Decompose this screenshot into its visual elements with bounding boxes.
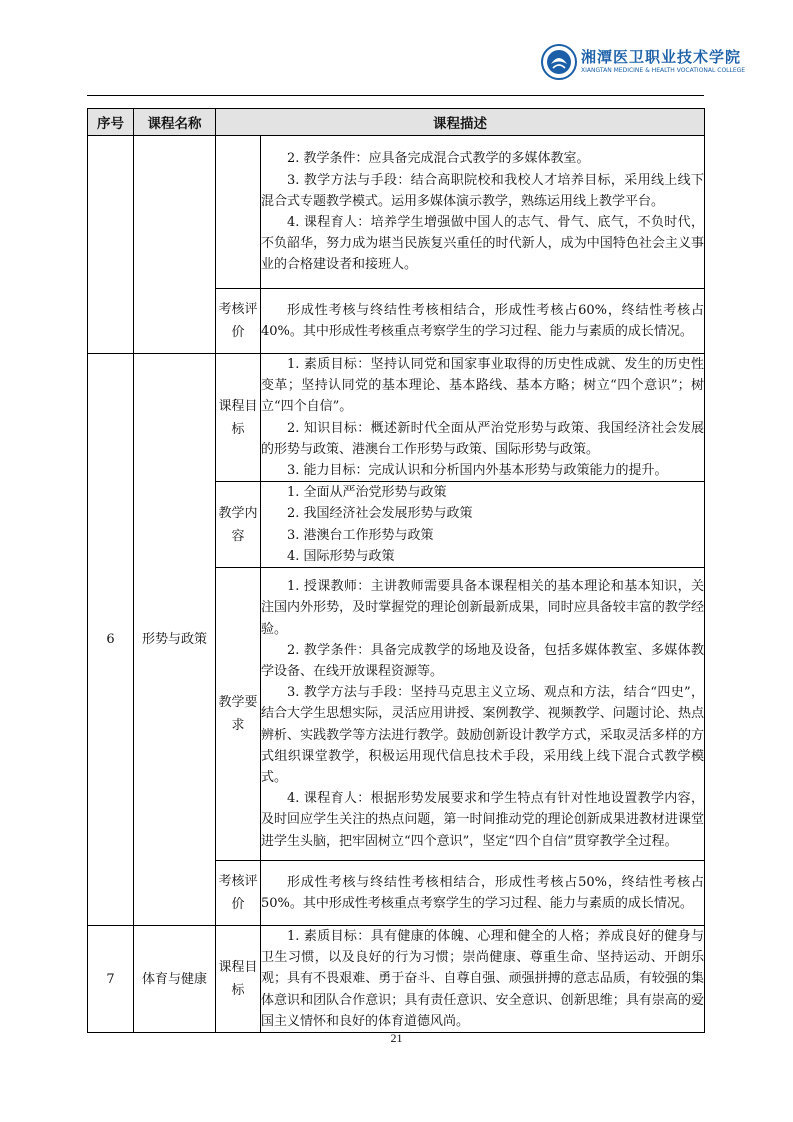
- course-name: 体育与健康: [134, 926, 216, 1033]
- goal-cell: [261, 926, 705, 1033]
- goal-item: 1. 素质目标：坚持认同党和国家事业取得的历史性成就、发生的历史性变革；坚持认同党的基本理论、基本路线、基本方略；树立“四个意识”；树立“四个自信”。: [261, 357, 704, 415]
- table-row: [88, 354, 705, 482]
- course-index: 7: [88, 926, 134, 1033]
- table-row: [88, 926, 705, 1033]
- description-paragraph: 3. 教学方法与手段：结合高职院校和我校人才培养目标，采用线上线下混合式专题教学模式。运用多媒体演示教学，熟练运用线上教学平台。: [261, 172, 704, 209]
- content-item: 1. 全面从严治党形势与政策: [287, 485, 447, 501]
- college-emblem-icon: [541, 44, 577, 80]
- content-item: 2. 我国经济社会发展形势与政策: [287, 506, 473, 522]
- content-item: 4. 国际形势与政策: [287, 548, 395, 564]
- description-cell: [261, 136, 705, 289]
- description-paragraph: 4. 课程育人：培养学生增强做中国人的志气、骨气、底气，不负时代，不负韶华，努力成为堪当民族复兴重任的时代新人，成为中国特色社会主义事业的合格建设者和接班人。: [261, 215, 704, 273]
- assessment-text: 形成性考核与终结性考核相结合，形成性考核占50%，终结性考核占50%。其中形成性考核重点考察学生的学习过程、能力与素质的成长情况。: [261, 874, 704, 912]
- goal-label: 课程目标: [216, 926, 261, 1033]
- requirement-cell: [261, 568, 705, 861]
- content-item: 3. 港澳台工作形势与政策: [287, 527, 434, 543]
- goal-item: 2. 知识目标：概述新时代全面从严治党形势与政策、我国经济社会发展的形势与政策、港澳台工作形势与政策、国际形势与政策。: [261, 420, 704, 457]
- course-name: 形势与政策: [134, 354, 216, 926]
- goal-label: 课程目标: [216, 354, 261, 482]
- logo-english-name: XIANGTAN MEDICINE & HEALTH VOCATIONAL COLLEGE: [581, 67, 746, 74]
- table-row: [88, 136, 705, 289]
- page-number: 21: [390, 1031, 403, 1045]
- requirement-item: 1. 授课教师：主讲教师需要具备本课程相关的基本理论和基本知识，关注国内外形势，及时掌握党的理论创新最新成果，同时应具备较丰富的教学经验。: [261, 579, 704, 637]
- label-cell-empty: [216, 136, 261, 289]
- requirement-item: 4. 课程育人：根据形势发展要求和学生特点有针对性地设置教学内容，及时回应学生关注的热点问题，第一时间推动党的理论创新成果进教材进课堂进学生头脑，把牢固树立“四个意识”，坚定“四个自信”贯穿教学全过程。: [261, 791, 704, 849]
- content-label: 教学内容: [216, 482, 261, 568]
- requirement-label: 教学要求: [216, 568, 261, 861]
- table-header-row: [88, 109, 705, 136]
- goal-item: 1. 素质目标：具有健康的体魄、心理和健全的人格；养成良好的健身与卫生习惯，以及良好的行为习惯；崇尚健康、尊重生命、坚持运动、开朗乐观；具有不畏艰难、勇于奋斗、自尊自强、顽强拼搏的意志品质，有较强的集体意识和团队合作意识；具有责任意识、安全意识、创新思维；具有崇高的爱国主义情怀和良好的体育道德风尚。: [261, 929, 704, 1029]
- header-index: 序号: [88, 109, 134, 136]
- header-rule: [87, 95, 704, 96]
- assessment-cell: [261, 289, 705, 354]
- goal-cell: [261, 354, 705, 482]
- description-paragraph: 2. 教学条件：应具备完成混合式教学的多媒体教室。: [287, 151, 590, 167]
- header-course-description: 课程描述: [216, 109, 705, 136]
- index-cell-empty: [88, 136, 134, 354]
- requirement-item: 3. 教学方法与手段：坚持马克思主义立场、观点和方法，结合“四史”，结合大学生思想实际，灵活应用讲授、案例教学、视频教学、问题讨论、热点辨析、实践教学等方法进行教学。鼓励创新设计教学方式，采取灵活多样的方式组织课堂教学，积极运用现代信息技术手段，采用线上线下混合式教学模式。: [261, 685, 704, 786]
- assessment-label: 考核评价: [216, 861, 261, 926]
- course-table: [87, 108, 705, 1033]
- course-index: 6: [88, 354, 134, 926]
- requirement-item: 2. 教学条件：具备完成教学的场地及设备，包括多媒体教室、多媒体教学设备、在线开放课程资源等。: [261, 642, 704, 680]
- header-course-name: 课程名称: [134, 109, 216, 136]
- assessment-cell: [261, 861, 705, 926]
- assessment-text: 形成性考核与终结性考核相结合，形成性考核占60%，终结性考核占40%。其中形成性考核重点考察学生的学习过程、能力与素质的成长情况。: [261, 302, 704, 339]
- goal-item: 3. 能力目标：完成认识和分析国内外基本形势与政策能力的提升。: [287, 463, 668, 479]
- logo-chinese-name: 湘潭医卫职业技术学院: [581, 48, 742, 66]
- assessment-label: 考核评价: [216, 289, 261, 354]
- college-logo: [541, 44, 746, 80]
- name-cell-empty: [134, 136, 216, 354]
- content-cell: [261, 482, 705, 568]
